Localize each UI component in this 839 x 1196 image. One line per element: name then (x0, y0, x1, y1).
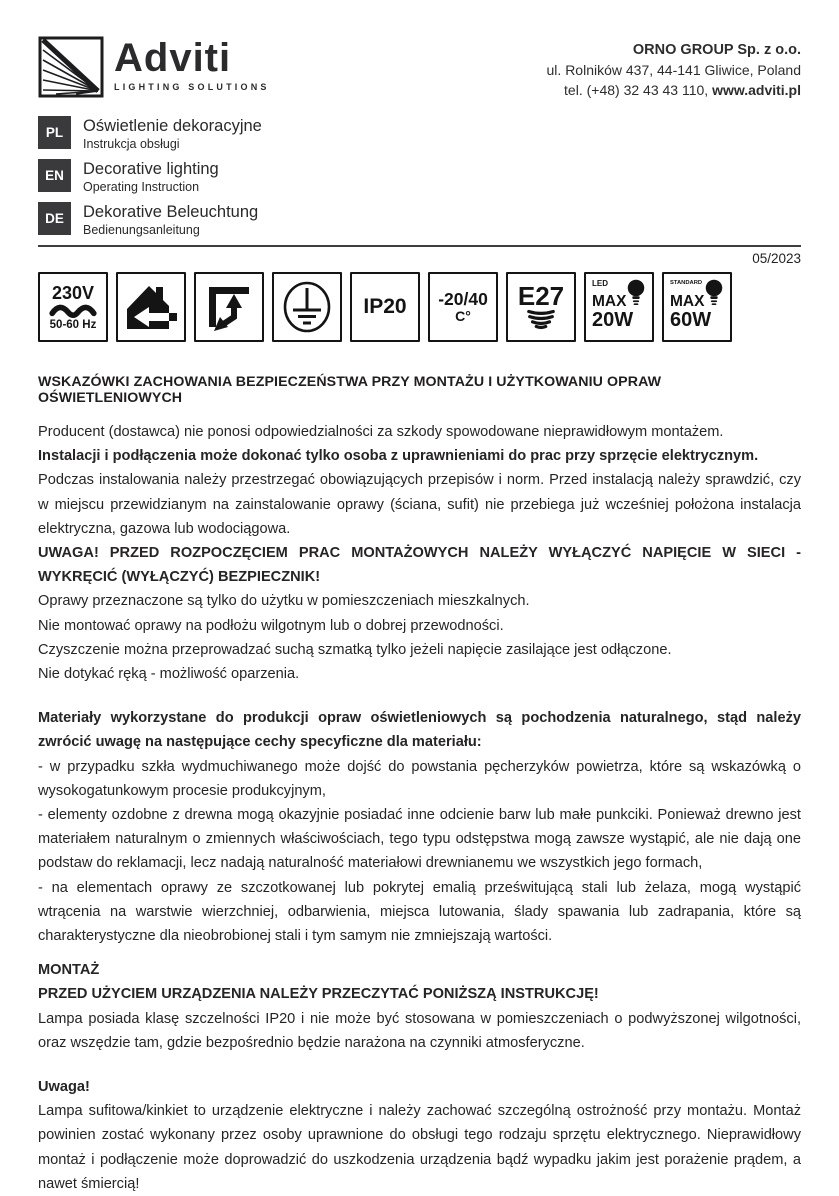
lang-subtitle-en: Operating Instruction (83, 180, 200, 194)
lang-row-en (38, 159, 801, 194)
company-phone: tel. (+48) 32 43 43 110, (564, 82, 713, 98)
divider-line (38, 245, 801, 247)
voltage-pictogram (38, 272, 108, 342)
paragraph: Producent (dostawca) nie ponosi odpowiedzialności za szkody spowodowane nieprawidłowym montażem. (38, 424, 724, 440)
earth-class-pictogram (272, 272, 342, 342)
paragraph: Instalacji i podłączenia może dokonać tylko osoba z uprawnieniami do prac przy sprzęcie elektrycznym. (38, 448, 759, 465)
brand-tagline: LIGHTING SOLUTIONS (114, 82, 270, 92)
paragraph: - w przypadku szkła wydmuchiwanego może dojść do powstania pęcherzyków powietrza, które są wskazówką o wysokogatunkowym procesie produkcyjnym, (38, 758, 801, 799)
sine-wave-icon (49, 302, 97, 319)
lang-row-pl (38, 116, 801, 151)
paragraph: PRZED UŻYCIEM URZĄDZENIA NALEŻY PRZECZYTAĆ PONIŻSZĄ INSTRUKCJĘ! (38, 986, 599, 1003)
lang-subtitle-pl: Instrukcja obsługi (83, 137, 180, 151)
paragraph: Nie montować oprawy na podłożu wilgotnym lub o dobrej przewodności. (38, 617, 504, 634)
lang-text-en (83, 159, 219, 194)
lang-badge-de: DE (38, 202, 71, 235)
socket-label: E27 (517, 281, 565, 311)
safety-title: WSKAZÓWKI ZACHOWANIA BEZPIECZEŃSTWA PRZY MONTAŻU I UŻYTKOWANIU OPRAW OŚWIETLENIOWYCH (38, 374, 662, 406)
lang-title-de: Dekorative Beleuchtung (83, 203, 259, 221)
company-info (547, 36, 801, 100)
socket-pictogram (506, 272, 576, 342)
paragraph: Czyszczenie można przeprowadzać suchą szmatką tylko jeżeli napięcie zasilające jest odłączone. (38, 641, 672, 658)
standard-max-pictogram (662, 272, 732, 342)
company-website: www.adviti.pl (712, 82, 801, 98)
paragraph: Lampa posiada klasę szczelności IP20 i nie może być stosowana w pomieszczeniach o podwyższonej wilgotności, oraz wszędzie tam, gdzie bezpośrednio będzie narażona na czynniki atmosferyczne. (38, 1010, 801, 1051)
brand-text (114, 36, 270, 92)
temperature-pictogram (428, 272, 498, 342)
led-max-pictogram (584, 272, 654, 342)
mounting-pictogram (194, 272, 264, 342)
company-name: ORNO GROUP Sp. z o.o. (632, 42, 801, 58)
pictogram-row (38, 272, 801, 342)
paragraph: - elementy ozdobne z drewna mogą okazyjnie posiadać inne odcienie barw lub małe punkciki. Ponieważ drewno jest materiałem naturalnym o zmiennych właściwościach, tego typu odstępstwa mogą zawsze wystąpić, ale nie dają one podstaw do reklamacji, lecz nadają naturalność materiałowi drewnianemu we wszystkich jego formach, (38, 807, 801, 872)
lang-badge-pl: PL (38, 116, 71, 149)
corner-arrow-icon (201, 279, 257, 335)
protective-earth-icon (279, 279, 335, 335)
standard-tag: STANDARD (670, 280, 703, 286)
lang-text-de (83, 202, 258, 237)
paragraph: - na elementach oprawy ze szczotkowanej lub pokrytej emalią prześwitującą stali lub żelaza, mogą wystąpić wtrącenia na warstwie wierzchniej, odbarwienia, miejsca lutowania, ślady spawania lub zadrapania, które są charakterystyczne dla nieobrobionej stali i tym samym nie zmniejszają wartości. (38, 879, 801, 945)
body-text (38, 420, 801, 1196)
paragraph: Nie dotykać ręką - możliwość oparzenia. (38, 666, 300, 683)
paragraph: Lampa sufitowa/kinkiet to urządzenie elektryczne i należy zachować szczególną ostrożność przy montażu. Montaż powinien zostać wykonany przez osoby uprawnione do obsługi tego rodzaju sprzętu elektrycznego. Nieprawidłowy montaż i podłączenie może doprowadzić do uszkodzenia urządzenia bądź wypadku jakim jest porażenie prądem, a nawet śmiercią! (38, 1103, 801, 1192)
page-header (38, 36, 801, 100)
section-heading-montaz: MONTAŻ (38, 962, 100, 979)
standard-watt-label: 60W (670, 309, 712, 331)
lang-badge-en: EN (38, 159, 71, 192)
lang-title-en: Decorative lighting (83, 160, 219, 178)
company-contact (547, 80, 801, 100)
house-arrow-icon (123, 279, 179, 335)
temp-range-label: -20/40 (438, 289, 488, 309)
ip-rating-pictogram (350, 272, 420, 342)
paragraph: Materiały wykorzystane do produkcji opraw oświetleniowych są pochodzenia naturalnego, stąd należy zwrócić uwagę na następujące cechy specyficzne dla materiału: (38, 710, 801, 751)
lang-row-de (38, 202, 801, 237)
brand-logo (38, 36, 270, 98)
standard-max-label: MAX (670, 293, 705, 310)
led-max-label: MAX (592, 293, 627, 310)
ip-rating-label: IP20 (363, 295, 407, 318)
bulb-base-icon (525, 308, 557, 330)
lang-text-pl (83, 116, 262, 151)
led-tag: LED (592, 279, 608, 288)
adviti-logo-icon (38, 36, 104, 98)
revision-date: 05/2023 (752, 251, 801, 266)
temp-unit-label: C° (455, 308, 471, 324)
indoor-use-pictogram (116, 272, 186, 342)
standard-bulb-icon (703, 279, 725, 307)
voltage-label: 230V (51, 282, 95, 303)
brand-name: Adviti (114, 36, 232, 80)
frequency-label: 50-60 Hz (49, 318, 97, 331)
paragraph: Podczas instalowania należy przestrzegać obowiązujących przepisów i norm. Przed instalacją należy sprawdzić, czy w miejscu przewidzianym na zainstalowanie oprawy (ściana, sufit) nie przebiega już wcześniej położona instalacja elektryczna, gazowa lub wodociągowa. (38, 472, 801, 537)
lang-subtitle-de: Bedienungsanleitung (83, 223, 200, 237)
section-heading-uwaga: Uwaga! (38, 1079, 90, 1096)
led-bulb-icon (625, 279, 647, 307)
led-watt-label: 20W (592, 309, 634, 331)
lang-title-pl: Oświetlenie dekoracyjne (83, 117, 262, 135)
company-address: ul. Rolników 437, 44-141 Gliwice, Poland (546, 62, 801, 78)
paragraph: Oprawy przeznaczone są tylko do użytku w pomieszczeniach mieszkalnych. (38, 593, 530, 610)
language-sections (38, 116, 801, 237)
paragraph: UWAGA! PRZED ROZPOCZĘCIEM PRAC MONTAŻOWYCH NALEŻY WYŁĄCZYĆ NAPIĘCIE W SIECI - WYKRĘCIĆ (WYŁĄCZYĆ) BEZPIECZNIK! (38, 545, 801, 586)
